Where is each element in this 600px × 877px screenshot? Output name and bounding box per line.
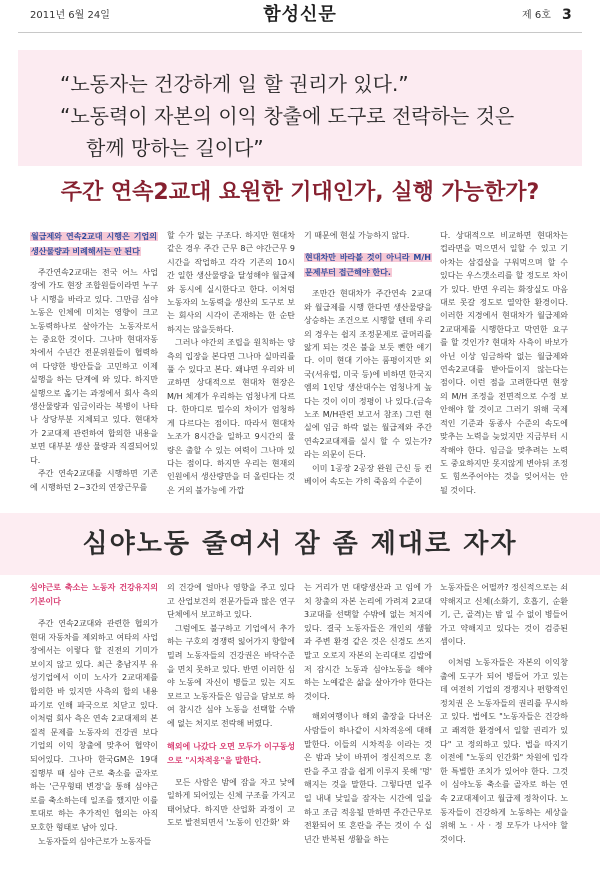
paragraph: 의 건강에 얼마나 영향을 주고 있다고 산업보건의 전문가들과 많은 연구 단체에서 보고하고 있다.	[167, 583, 295, 620]
paragraph: 모든 사람은 밤에 잠을 자고 낮에 일하게 되어있는 신체 구조를 가지고 태어났다. 하지만 산업화 과정이 고도로 발전되면서 '노동이 인간화' 와	[167, 777, 295, 828]
article-main-column-1	[30, 229, 158, 511]
paragraph: 이미 1공장 2공장 완원 근신 등 컨베이어 속도는 가히 죽음의 수준이	[304, 463, 432, 487]
paragraph: 그럼에도 불구하고 기업에서 추가하는 구호의 경쟁력 잃어가지 향할에 밀려 노동자들의 건강권은 바닥수준을 면치 못하고 있다. 반면 이러한 심야 노동에 자신이 병들고 있는 지도 모르고 노동자들은 임금을 담보로 하여 참시간 심야 노동을 선택할 수밖에 없는 처지로 전락해 버렸다.	[167, 623, 295, 728]
article-second-column-3	[304, 581, 432, 867]
article-main-column-2	[167, 229, 295, 511]
issue-number: 제 6호	[522, 10, 551, 21]
paragraph: 그러나 야간의 조립을 원칙하는 양측의 입장을 본다면 그나마 실마리를 풀 수 있다고 본다. 왜냐면 우리와 비교하면 상대적으로 현대차 현장은 M/H 체계가 우리하는 엄청나게 다르다. 한마디로 밀수의 차이가 엄청하게 다르다는 점이다. 따라서 현대차 노조가 8시간을 일하고 9시간의 물량은 출할 수 있는 여력이 그나마 있다는 점이다. 하지만 우리는 현재의 인원에서 생산량만을 더 올린다는 것은 거의 불가능에 가깝	[167, 338, 295, 495]
pull-quote-line-1: “노동자는 건강하게 일 할 권리가 있다.”	[60, 72, 409, 96]
paragraph: 주간 연속2교대와 관련한 협의가 현대 자동차를 제외하고 여타의 사업장에서는 이렇다 할 진전의 기미가 보이지 않고 있다. 최근 충남지부 유성기업에서 이미 노사가 2교대제를 합의한 바 있지만 사측의 합의 내용 파기로 인해 파국으로 치닫고 있다. 이처럼 회사 측은 연속 2교대제의 본질적 문제를 노동자의 건강권 보다 기업의 이익 창출에 맞추어 협약이 되어있다. 그나마 한국GM은 19대 집행부 때 심야 근로 축소를 골자로 하는 '근무형태 변경'을 통해 심야근로를 축소하는데 일조를 했지만 이를 토대로 하는 추가적인 협의는 아직 모호한 형태로 남아 있다.	[30, 619, 158, 832]
paragraph: 노동자들은 어떨까? 정신적으로는 쇠약해지고 신체(소화기, 호흡기, 순환기, 근, 골격)는 밤 일 수 없이 병들어 가고 약해지고 있다는 것이 검증된 셈이다.	[440, 583, 568, 647]
subheading	[30, 229, 158, 259]
paragraph: 해외여행이나 해외 출장을 다녀온 사람들이 하나같이 시차적응에 대해 말한다. 이들의 시차적응 이라는 것은 밤과 낮이 바뀌어 정신적으로 혼란을 주고 잠을 쉽게 이루지 못해 '멍' 해지는 것을 말한다. 그렇다면 일주일 내내 낮일을 잠자는 시간에 일을 하고 조금 적응될 만하면 주간근무로 전환되어 또 혼란을 주는 것이 수 십 년간 반복된 생활을 하는	[304, 712, 432, 844]
article-second-column-4	[440, 581, 568, 867]
article-main-column-3	[304, 229, 432, 511]
issue-date: 2011년 6월 24일	[30, 10, 110, 21]
article-main-column-4	[440, 229, 568, 511]
paragraph: 이처럼 노동자들은 자본의 이익창출에 도구가 되어 병들어 가고 있는데 여전히 기업의 경쟁지나 편향적인 정치권 은 노동자들의 권리를 무시하고 있다. 법에도 "노동자들은 건강하고 쾌적한 환경에서 일할 권리가 있다" 고 정의하고 있다. 법을 따지기 이전에 "노동의 인간화" 차원에 입각한 특별한 조치가 있어야 한다. 그것이 심야노동 축소를 골자로 하는 연속 2교대제이고 월급제 정착이다. 노동자들이 건강하게 노동하는 세상을 위해 노 · 사 · 정 모두가 나서야 할 것이다.	[440, 657, 568, 844]
subheading	[304, 250, 432, 280]
article-second-column-2	[167, 581, 295, 867]
page-number: 3	[562, 7, 572, 23]
subheading: 해외에 나갔다 오면 모두가 이구동성으로 "시차적응"을 말한다.	[167, 741, 295, 765]
pull-quote-line-2: “노동력이 자본의 이익 창출에 도구로 전락하는 것은	[60, 104, 515, 128]
article-second-column-1	[30, 581, 158, 867]
paragraph: 기 때문에 현실 가능하지 않다.	[304, 231, 410, 240]
article-main-headline: 주간 연속2교대 요원한 기대인가, 실행 가능한가?	[60, 180, 540, 205]
header-divider	[18, 32, 582, 33]
paragraph: 조만간 현대차가 주간연속 2교대와 월급제를 시행 한다면 생산물량을 상승하는 조건으로 시행할 텐데 우리의 경우는 쉽지 조정문제로 골머리를 앓게 되는 것은 불을 보듯 뻔한 얘기다. 이미 현대 기아는 품평이지만 외국(서유럽, 미국 등)에 비하면 한국지엠의 1인당 생산대수는 엄청나게 높다는 것이 이미 정평이 나 있다.(금속노조 M/H관련 보고서 참조) 그런 현실에 임금 하락 없는 월급제와 주간 연속2교대제를 실시 할 수 있는가? 라는 의문이 든다.	[304, 289, 432, 460]
subheading-text: 월급제와 연속2교대 시행은 기업의 생산물량과 비례해서는 안 된다	[31, 232, 157, 256]
pull-quote-line-3: 함께 망하는 길이다”	[86, 136, 264, 160]
article-second-headline: 심야노동 줄여서 잠 좀 제대로 자자	[82, 529, 518, 559]
paragraph: 다. 상대적으로 비교하면 현대차는 컵라면을 먹으면서 일할 수 있고 기아차는 삼겹살을 구워먹으며 할 수 있다는 우스갯소리를 할 정도로 차이가 있다. 반면 우리는 화장실도 마음대로 못갈 정도로 열악한 환경이다. 이러한 지경에서 현대차가 월급제와 2교대제를 시행한다고 막연한 요구를 할 것인가? 현대차 사측이 바보가 아닌 이상 임금하락 없는 월급제와 연속2교대를 받아들이지 않는다는 점이다. 이런 점을 고려한다면 현장의 M/H 조정을 전면적으로 수정 보안해야 할 것이고 그러기 위해 국제적인 기준과 동종사 수준의 속도에 맞추는 노력을 늦었지만 지금부터 시작해야 한다. 임금을 맞추려는 노력도 중요하지만 못지않게 변아뒤 조정도 힘쓰주어야는 것을 잊어서는 안 될 것이다.	[440, 231, 568, 495]
paragraph: 는 거리가 먼 대량생산과 고 임에 가치 창출의 자본 논리에 가려져 2교대 3교대를 선택할 수밖에 없는 처지에 있다. 결국 노동자들은 개인의 생활과 주변 환경 같은 것은 신경도 쓰지 말고 오로지 자본의 논리대로 김밥에 저 잠시간 노동과 심야노동을 해야 하는 노예같은 삶을 살아가야 한다는 것이다.	[304, 583, 432, 701]
paragraph: 노동자들의 심야근로가 노동자들	[38, 836, 152, 846]
paragraph: 주간 연속2교대를 시행하면 기존에 시행하던 2~3간의 연장근무를	[30, 469, 158, 492]
newspaper-logo: 함성신문	[263, 4, 337, 25]
paragraph: 주간연속2교대는 전국 어느 사업장에 가도 현장 조합원들이라면 누구나 시행을 바라고 있다. 그만큼 심야노동은 인체에 미치는 영향이 크고 노동력하나로 살아가는 노동자로서는 중요한 것이다. 그나마 현대자동차에서 수년간 전문위원들이 협력하여 다양한 방안들을 고민하고 이제 실행을 하는 단계에 와 있다. 하지만 실행으로 옮기는 과정에서 회사 측의 생산물량과 임금이라는 복병이 나타나 상당부분 지체되고 있다. 현대차가 2교대제 관련하여 합의한 내용을 보면 대부분 생산 물량과 직결되어있다.	[30, 268, 158, 465]
subheading-text: 현대차만 바라볼 것이 아니라 M/H 문제부터 접근해야 한다.	[305, 253, 431, 278]
paragraph: 할 수가 없는 구조다. 하지만 현대차 같은 경우 주간 근무 8근 야간근무 9시간을 작업하고 각각 기존의 10시간 일한 생산물량을 달성해야 월급제와 동시에 실시한다고 한다. 이처럼 노동자의 노동력을 생산의 도구로 보는 회사의 시각이 존재하는 한 순탄하지는 않을듯하다.	[167, 231, 295, 334]
subheading: 심야근로 축소는 노동자 건강유지의 기본이다	[30, 583, 158, 606]
